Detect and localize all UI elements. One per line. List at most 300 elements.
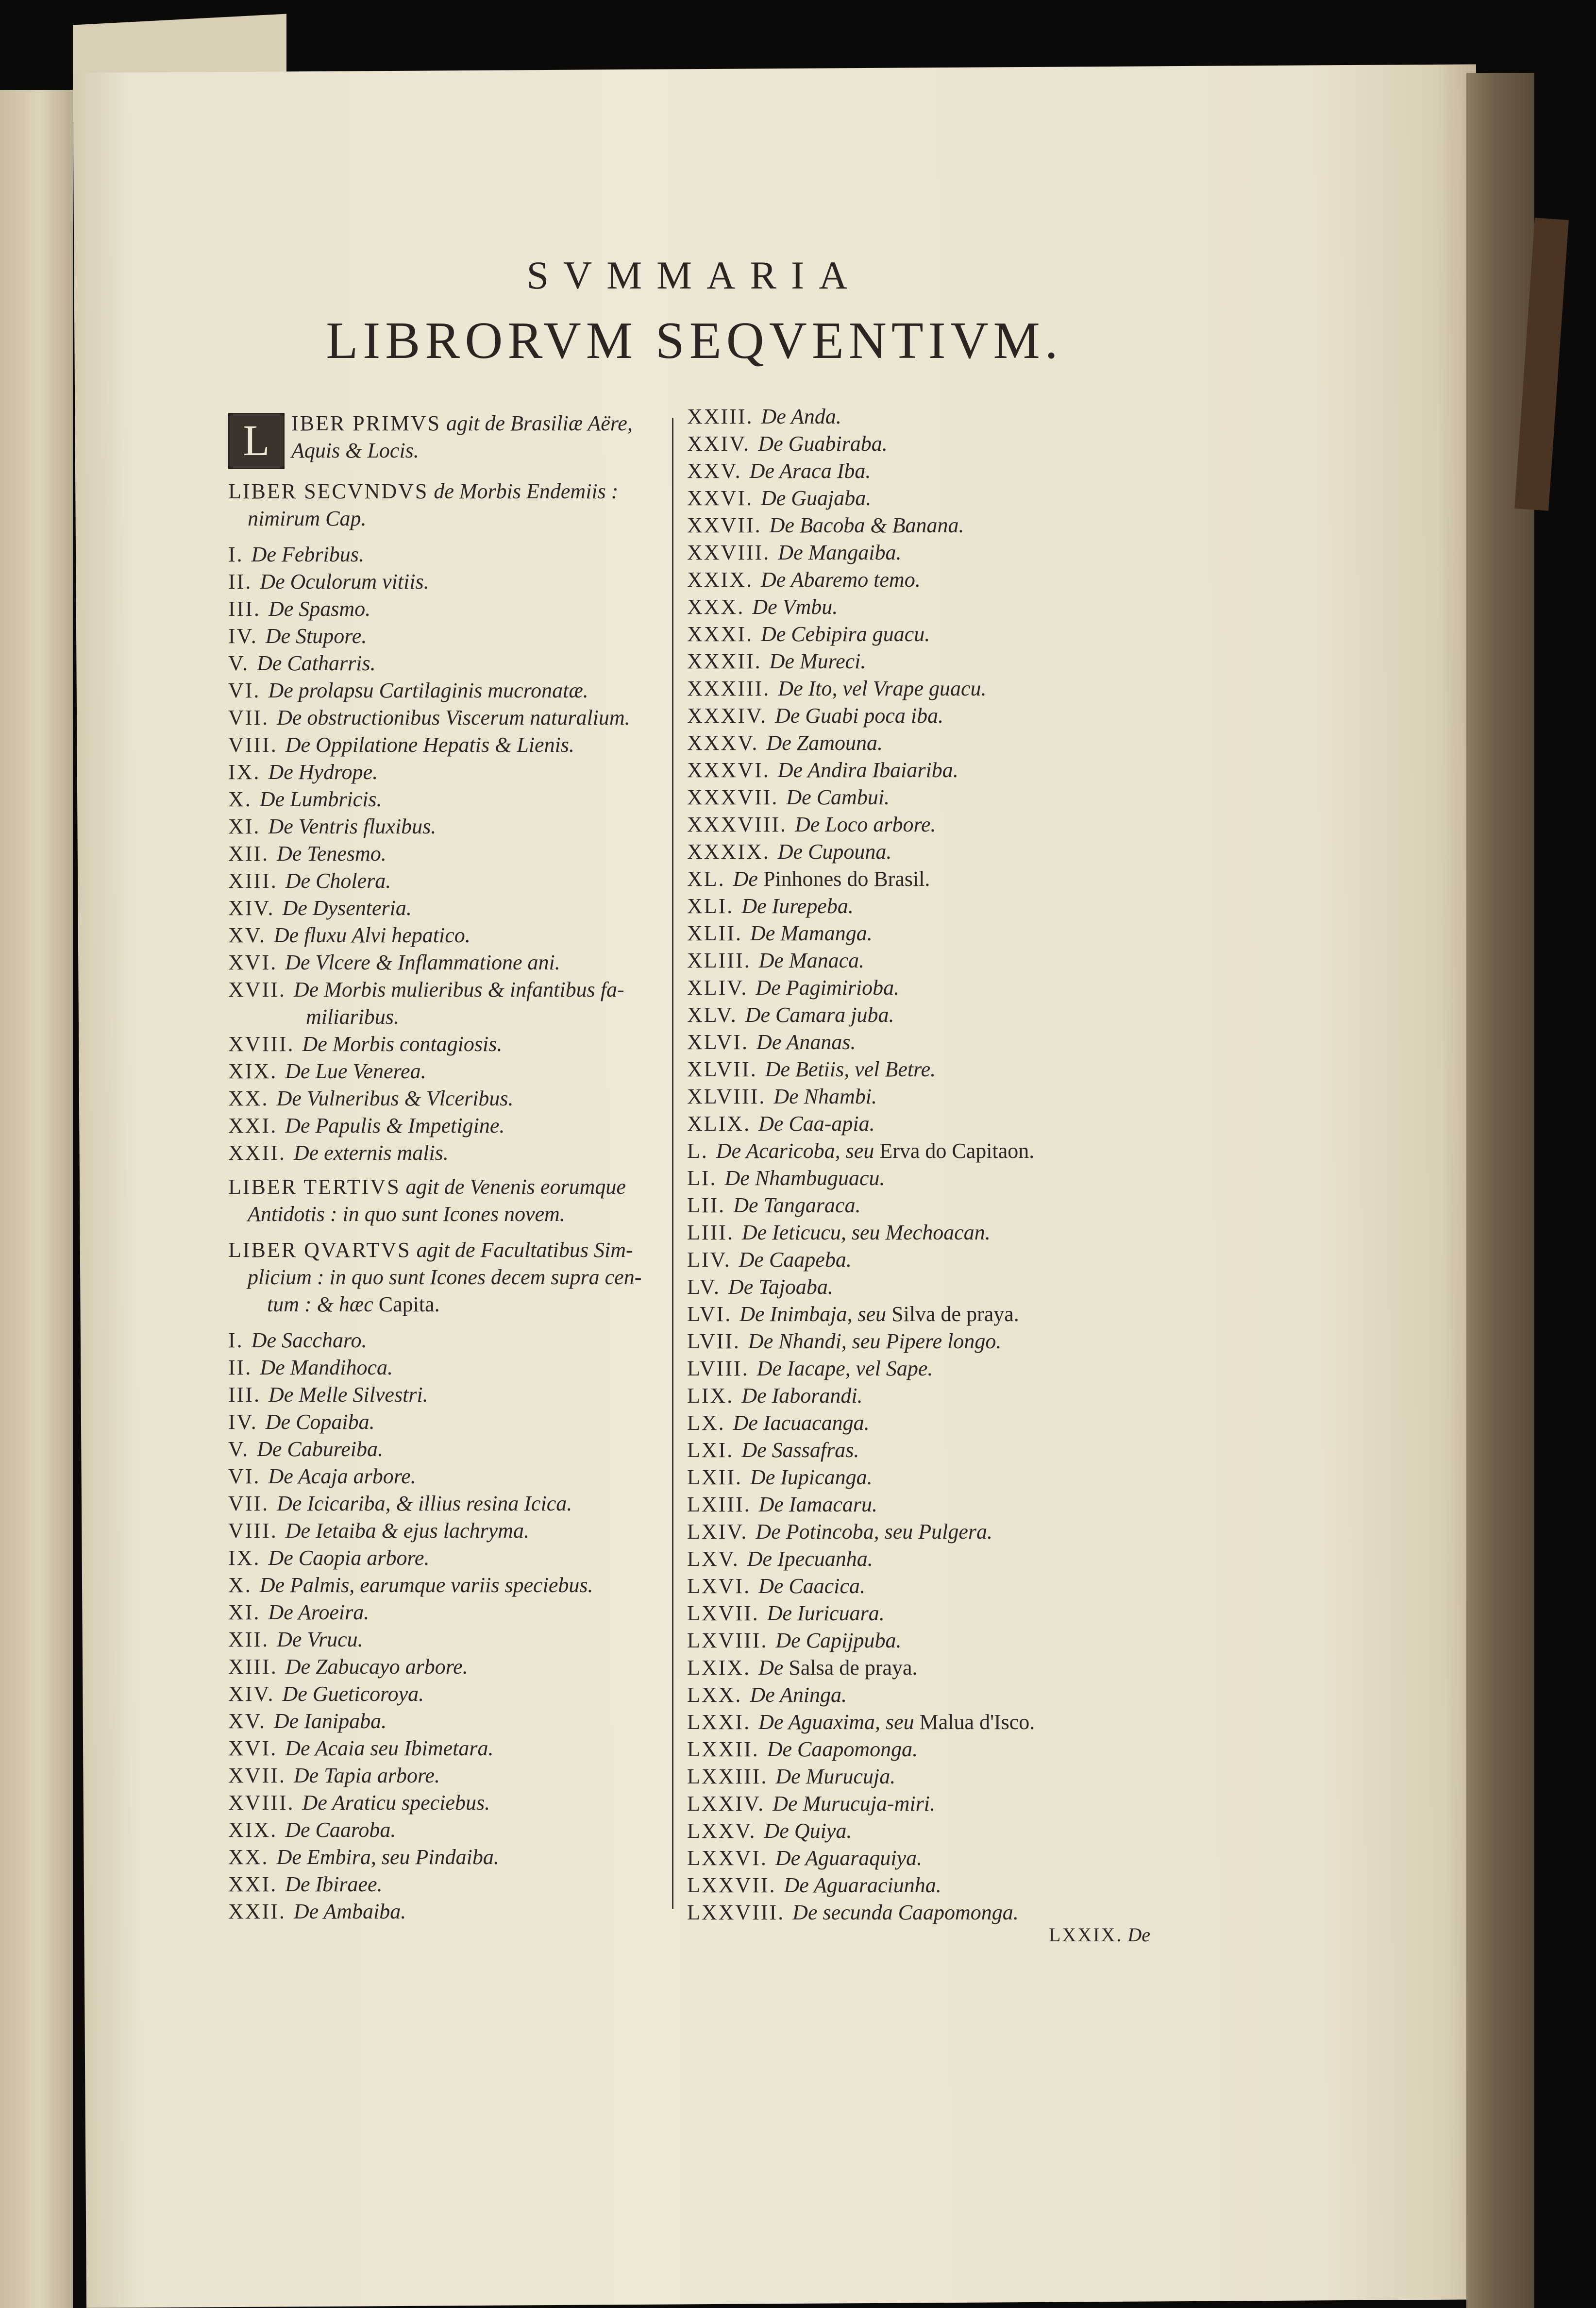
chapter-title-roman: Malua d'Isco. [919,1710,1035,1734]
chapter-title: De Araca Iba. [749,459,871,483]
chapter-entry [228,1327,680,1354]
chapter-number: VII. [228,1492,269,1515]
chapter-entry [687,485,1187,512]
chapter-number: XXVIII. [687,541,771,564]
chapter-number: I. [228,1328,244,1352]
chapter-number: LX. [687,1411,725,1435]
chapter-number: LIV. [687,1248,731,1272]
chapter-number: XIV. [228,896,275,920]
chapter-title: De Icicariba, & illius resina Icica. [277,1492,572,1515]
chapter-number: VIII. [228,733,278,757]
chapter-title: De Aninga. [750,1683,847,1707]
chapter-entry [687,403,1187,430]
chapter-title: De Ieticucu, seu Mechoacan. [741,1221,991,1244]
chapter-number: III. [228,1383,261,1407]
chapter-entry [228,1844,680,1871]
chapter-title: De prolapsu Cartilaginis mucronatæ. [268,679,588,702]
chapter-number: XIV. [228,1682,275,1706]
chapter-entry [228,1354,680,1381]
chapter-entry [228,813,680,840]
chapter-title: De [733,867,758,891]
chapter-entry [687,1273,1187,1301]
chapter-number: LII. [687,1193,726,1217]
chapter-title: De Iacuacanga. [733,1411,870,1435]
chapter-number: XXXVI. [687,758,770,782]
chapter-title: De Aroeira. [268,1600,370,1624]
left-column [228,403,680,1925]
chapter-number: XXXV. [687,731,759,755]
chapter-title: De Hydrope. [268,760,378,784]
chapter-entry [228,1762,680,1789]
chapter-title: De Papulis & Impetigine. [285,1114,505,1137]
chapter-entry [228,1626,680,1653]
chapter-title: De Quiya. [764,1819,852,1843]
chapter-title: De Ito, vel Vrape guacu. [778,677,987,700]
chapter-continuation: miliaribus. [306,1005,399,1029]
chapter-number: LXVII. [687,1601,759,1625]
chapter-entry [687,1083,1187,1110]
liber-secundus-chapters-cont [228,1031,680,1167]
chapter-title: De Tapia arbore. [293,1764,440,1787]
liber-tertius: LIBER TERTIVS agit de Venenis eorumque Antidotis : in quo sunt Icones novem. [228,1175,626,1226]
chapter-title: De Guabiraba. [758,432,888,456]
chapter-number: XVII. [228,978,286,1001]
chapter-number: XLIX. [687,1112,751,1136]
chapter-title: De Vmbu. [752,595,838,619]
chapter-title: De Capijpuba. [775,1629,902,1652]
chapter-title: De Sassafras. [741,1438,859,1462]
chapter-number: XX. [228,1086,269,1110]
chapter-title: De Morbis contagiosis. [302,1032,503,1056]
chapter-number: XXXIV. [687,704,768,728]
chapter-entry [228,1871,680,1898]
chapter-number: LXX. [687,1683,742,1707]
chapter-title: De Aguaraquiya. [775,1846,923,1870]
chapter-entry [687,838,1187,866]
left-page-edge [0,90,73,2308]
chapter-number: XVI. [228,950,278,974]
chapter-entry [687,1491,1187,1518]
chapter-title: De Cambui. [786,785,890,809]
chapter-entry [687,866,1187,893]
chapter-title: De Dysenteria. [282,896,412,920]
chapter-number: LXII. [687,1465,742,1489]
title-line-1: SVMMARIA [526,253,862,297]
chapter-number: III. [228,597,261,621]
chapter-number: XLV. [687,1003,738,1027]
chapter-title: De Acaia seu Ibimetara. [285,1736,494,1760]
chapter-title: De Abaremo temo. [760,568,921,592]
chapter-entry [687,947,1187,974]
chapter-title: De Gueticoroya. [282,1682,424,1706]
chapter-entry [687,1001,1187,1029]
chapter-entry [228,1544,680,1572]
chapter-number: LIX. [687,1384,734,1408]
chapter-entry [228,1463,680,1490]
chapter-number: XIX. [228,1059,278,1083]
chapter-title: De Iamacaru. [758,1493,877,1516]
chapter-number: LVI. [687,1302,732,1326]
chapter-entry [228,976,680,1003]
chapter-title: De Ibiraee. [285,1872,383,1896]
chapter-title-roman: Salsa de praya. [789,1656,918,1680]
chapter-number: VI. [228,1464,261,1488]
chapter-title: De Acaricoba, seu [716,1139,874,1163]
chapter-title: De Nhambuguacu. [724,1166,885,1190]
chapter-entry [687,1464,1187,1491]
chapter-entry [687,1328,1187,1355]
chapter-entry [687,1518,1187,1545]
chapter-title: De Copaiba. [265,1410,375,1434]
title-line-2: LIBRORVM SEQVENTIVM. [326,312,1063,370]
chapter-title: De Oppilatione Hepatis & Lienis. [285,733,574,757]
chapter-number: XXIX. [687,568,753,592]
chapter-title: De Iaborandi. [741,1384,863,1408]
chapter-number: XXXVIII. [687,813,788,836]
chapter-number: XXI. [228,1872,278,1896]
chapter-title: De Mamanga. [750,921,873,945]
chapter-title: De Vulneribus & Vlceribus. [276,1086,514,1110]
chapter-title: De Ipecuanha. [747,1547,873,1571]
chapter-title: De Potincoba, seu Pulgera. [756,1520,992,1544]
chapter-entry [228,1735,680,1762]
chapter-entry [228,1708,680,1735]
chapter-entry [687,1845,1187,1872]
chapter-number: LVII. [687,1329,740,1353]
chapter-entry [687,1681,1187,1709]
chapter-title: De Anda. [761,405,841,428]
chapter-title: De Loco arbore. [795,813,936,836]
chapter-title: De Betiis, vel Betre. [765,1057,936,1081]
chapter-entry [228,541,680,568]
chapter-number: LXIII. [687,1493,751,1516]
chapter-number: LIII. [687,1221,734,1244]
chapter-number: XLVII. [687,1057,757,1081]
chapter-number: IX. [228,1546,261,1570]
chapter-title: De Murucuja-miri. [773,1792,936,1816]
liber-quartus-chapters-cont [687,403,1187,1926]
chapter-title: De Camara juba. [745,1003,894,1027]
chapter-number: LXIX. [687,1656,751,1680]
chapter-entry [687,974,1187,1001]
chapter-number: XXV. [687,459,742,483]
chapter-title: De secunda Caapomonga. [792,1901,1019,1924]
chapter-entry [687,811,1187,838]
chapter-entry [687,1817,1187,1845]
chapter-title: De Spasmo. [268,597,371,621]
chapter-number: XXVII. [687,513,762,537]
chapter-entry [687,1600,1187,1627]
chapter-number: XXIII. [687,405,754,428]
chapter-entry [228,1789,680,1816]
chapter-entry [228,1653,680,1680]
chapter-title: De Iuricuara. [767,1601,885,1625]
chapter-entry [687,1219,1187,1246]
chapter-entry [687,1654,1187,1681]
chapter-entry [687,1627,1187,1654]
chapter-entry [228,1112,680,1139]
chapter-title: De Acaja arbore. [268,1464,416,1488]
chapter-number: XXI. [228,1114,278,1137]
chapter-number: XV. [228,923,266,947]
chapter-entry [687,1355,1187,1382]
chapter-title: De Araticu speciebus. [302,1791,490,1815]
decorated-initial: L [228,413,285,469]
chapter-entry [228,1572,680,1599]
chapter-entry [687,1029,1187,1056]
chapter-title: De Aguaxima, seu [758,1710,914,1734]
chapter-title: De Pagimirioba. [756,976,900,1000]
chapter-entry [687,1056,1187,1083]
chapter-entry [228,840,680,867]
chapter-entry [228,623,680,650]
chapter-title: De [758,1656,784,1680]
chapter-number: LXIV. [687,1520,748,1544]
chapter-entry [228,1816,680,1844]
chapter-entry [687,1573,1187,1600]
chapter-number: V. [228,651,250,675]
chapter-entry [228,731,680,759]
chapter-number: XLVIII. [687,1085,766,1108]
chapter-entry [228,650,680,677]
chapter-entry [228,895,680,922]
chapter-title: De Cabureiba. [257,1437,384,1461]
chapter-title: De Caapeba. [739,1248,852,1272]
chapter-entry [228,1517,680,1544]
chapter-number: XII. [228,842,269,866]
chapter-title: De Catharris. [257,651,376,675]
chapter-title: De Vrucu. [277,1628,363,1651]
chapter-number: XXVI. [687,486,753,510]
chapter-title: De Oculorum vitiis. [260,570,429,594]
chapter-number: LVIII. [687,1357,749,1380]
chapter-number: XLII. [687,921,742,945]
chapter-number: LXXVI. [687,1846,768,1870]
chapter-entry [687,702,1187,730]
chapter-number: XIX. [228,1818,278,1842]
chapter-title: De Zamouna. [766,731,883,755]
chapter-title: De Bacoba & Banana. [769,513,964,537]
chapter-title: De Mandihoca. [260,1356,393,1379]
chapter-entry [687,512,1187,539]
chapter-number: XXII. [228,1900,286,1923]
chapter-entry [228,1409,680,1436]
chapter-number: XIII. [228,1655,278,1679]
liber-primus: L IBER PRIMVS agit de Brasiliæ Aëre, Aquis & Locis. [228,410,680,469]
chapter-title: De Caapomonga. [767,1737,918,1761]
chapter-entry [228,1085,680,1112]
chapter-number: XI. [228,815,261,838]
chapter-title: De Guabi poca iba. [775,704,944,728]
catchword: LXXIX. De [1049,1924,1151,1946]
chapter-entry [687,730,1187,757]
chapter-entry [687,893,1187,920]
chapter-number: XL. [687,867,725,891]
chapter-entry [228,1381,680,1409]
chapter-entry [228,759,680,786]
chapter-title-roman: Pinhones do Brasil. [763,867,930,891]
chapter-entry [687,1301,1187,1328]
chapter-entry [228,1898,680,1925]
chapter-entry [228,1436,680,1463]
chapter-entry [687,1763,1187,1790]
chapter-entry [228,1031,680,1058]
chapter-entry [228,1058,680,1085]
chapter-entry [687,1736,1187,1763]
chapter-number: XXXIII. [687,677,771,700]
chapter-number: XXII. [228,1141,286,1165]
chapter-number: XVIII. [228,1791,295,1815]
chapter-entry [228,922,680,949]
chapter-title: De fluxu Alvi hepatico. [273,923,470,947]
chapter-title: De Caacica. [758,1574,866,1598]
chapter-title: De Ianipaba. [273,1709,387,1733]
chapter-title: De Andira Ibaiariba. [777,758,958,782]
chapter-number: LXXIII. [687,1765,768,1788]
chapter-number: LXI. [687,1438,734,1462]
chapter-title: De Vlcere & Inflammatione ani. [285,950,560,974]
chapter-entry [687,784,1187,811]
chapter-entry [687,648,1187,675]
chapter-number: XLIII. [687,949,751,972]
chapter-title: De Cholera. [285,869,391,893]
chapter-number: VII. [228,706,269,730]
chapter-number: XXXI. [687,622,753,646]
chapter-number: XLIV. [687,976,748,1000]
chapter-number: IX. [228,760,261,784]
chapter-number: IV. [228,624,258,648]
chapter-entry [687,1790,1187,1817]
chapter-title: De Mangaiba. [778,541,902,564]
chapter-number: LXVI. [687,1574,751,1598]
chapter-entry [228,786,680,813]
chapter-number: XXX. [687,595,745,619]
chapter-title: De Febribus. [251,543,364,566]
chapter-number: XLVI. [687,1030,749,1054]
chapter-number: LXV. [687,1547,739,1571]
chapter-title: De Ambaiba. [293,1900,406,1923]
chapter-title: De Manaca. [758,949,865,972]
liber-secundus: LIBER SECVNDVS de Morbis Endemiis : nimirum Cap. [228,479,619,530]
chapter-title: De Ventris fluxibus. [268,815,437,838]
chapter-entry [687,1137,1187,1165]
chapter-entry [687,1110,1187,1137]
chapter-title: De Tangaraca. [733,1193,861,1217]
chapter-number: XVI. [228,1736,278,1760]
chapter-title: De Caopia arbore. [268,1546,430,1570]
chapter-entry [687,675,1187,702]
chapter-title: De Caa-apia. [758,1112,875,1136]
right-column [687,403,1187,1926]
chapter-title: De Iurepeba. [741,894,854,918]
chapter-title: De Stupore. [265,624,367,648]
chapter-entry [228,1599,680,1626]
chapter-title: De Caaroba. [285,1818,396,1842]
chapter-entry [228,867,680,895]
chapter-number: LXXVII. [687,1873,776,1897]
chapter-title: De Iupicanga. [750,1465,873,1489]
chapter-entry [687,1545,1187,1573]
chapter-number: X. [228,1573,252,1597]
chapter-number: XXXVII. [687,785,779,809]
chapter-number: IV. [228,1410,258,1434]
liber-secundus-chapters [228,541,680,1003]
chapter-title: De Aguaraciunha. [784,1873,941,1897]
chapter-entry [687,1872,1187,1899]
chapter-title: De Tajoaba. [728,1275,833,1299]
chapter-number: XXIV. [687,432,751,456]
chapter-title: De Murucuja. [775,1765,896,1788]
chapter-title: De Morbis mulieribus & infantibus fa- [293,978,624,1001]
chapter-title: De externis malis. [293,1141,449,1165]
chapter-entry [687,1165,1187,1192]
chapter-entry [228,1139,680,1167]
chapter-number: VIII. [228,1519,278,1543]
chapter-number: V. [228,1437,250,1461]
chapter-title: De Cupouna. [777,840,892,864]
chapter-title-roman: Erva do Capitaon. [879,1139,1035,1163]
chapter-title: De Lue Venerea. [285,1059,426,1083]
chapter-number: LV. [687,1275,721,1299]
chapter-entry [687,1899,1187,1926]
chapter-entry [228,595,680,623]
chapter-entry [228,568,680,595]
chapter-entry [687,757,1187,784]
chapter-entry [687,920,1187,947]
chapter-number: X. [228,787,252,811]
chapter-entry [687,1437,1187,1464]
chapter-title: De Ietaiba & ejus lachryma. [285,1519,529,1543]
liber-quartus: LIBER QVARTVS agit de Facultatibus Sim- plicium : in quo sunt Icones decem supra cen- tum : & hæc Capita. [228,1238,642,1316]
chapter-title: De Palmis, earumque variis speciebus. [259,1573,593,1597]
chapter-title: De Cebipira guacu. [760,622,930,646]
chapter-entry [687,1246,1187,1273]
chapter-title: De Saccharo. [251,1328,367,1352]
chapter-number: II. [228,1356,252,1379]
chapter-number: LXXVIII. [687,1901,785,1924]
chapter-entry [228,1490,680,1517]
chapter-entry [228,677,680,704]
chapter-entry [687,539,1187,566]
chapter-title: De Iacape, vel Sape. [756,1357,933,1380]
chapter-title: De obstructionibus Viscerum naturalium. [277,706,630,730]
chapter-number: XII. [228,1628,269,1651]
chapter-number: XVIII. [228,1032,295,1056]
chapter-title: De Melle Silvestri. [268,1383,428,1407]
chapter-entry [687,1709,1187,1736]
chapter-number: XVII. [228,1764,286,1787]
chapter-number: XIII. [228,869,278,893]
chapter-number: LXXII. [687,1737,759,1761]
chapter-number: XXXIX. [687,840,770,864]
chapter-entry [228,1680,680,1708]
liber-quartus-chapters [228,1327,680,1925]
chapter-number: LXVIII. [687,1629,768,1652]
chapter-title: De Ananas. [756,1030,856,1054]
chapter-entry [687,430,1187,458]
chapter-title: De Inimbaja, seu [739,1302,887,1326]
chapter-title: De Zabucayo arbore. [285,1655,468,1679]
chapter-entry [687,1192,1187,1219]
chapter-title: De Nhandi, seu Pipere longo. [748,1329,1002,1353]
chapter-entry [687,566,1187,594]
chapter-number: XV. [228,1709,266,1733]
chapter-entry [687,458,1187,485]
chapter-entry [687,1382,1187,1409]
chapter-entry [687,621,1187,648]
chapter-title: De Mureci. [769,649,866,673]
chapter-title-roman: Silva de praya. [891,1302,1019,1326]
